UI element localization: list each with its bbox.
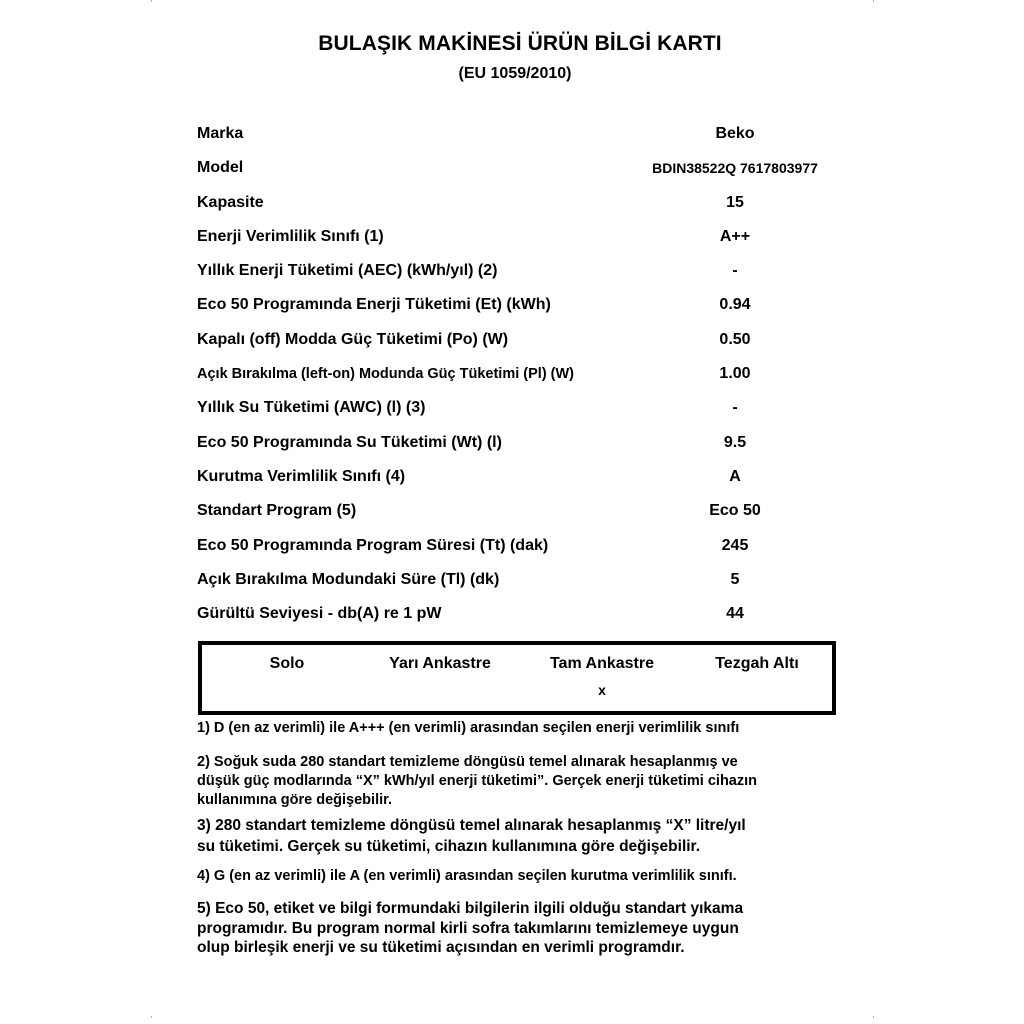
installation-selected-mark: x — [598, 682, 606, 698]
footnote-1 — [197, 719, 739, 738]
installation-type-box — [198, 641, 836, 715]
spec-value: 9.5 — [723, 433, 747, 451]
spec-value: Eco 50 — [709, 502, 761, 520]
spec-label: Marka — [197, 125, 244, 142]
spec-label: Yıllık Su Tüketimi (AWC) (l) (3) — [197, 399, 426, 417]
footnote-line: düşük güç modlarında “X” kWh/yıl enerji tüketimi”. Gerçek enerji tüketimi cihazın — [197, 773, 758, 789]
spec-label: Açık Bırakılma Modundaki Süre (Tl) (dk) — [197, 570, 500, 588]
spec-row-standard-program — [197, 498, 837, 532]
installation-type-semi-integrated: Yarı Ankastre — [389, 655, 491, 672]
spec-row-annual-water — [197, 395, 837, 429]
spec-row-brand — [197, 121, 837, 155]
footnote-line: 3) 280 standart temizleme döngüsü temel alınarak hesaplanmış “X” litre/yıl — [197, 817, 746, 834]
crop-mark-top-right: ˈ — [872, 0, 875, 8]
footnote-line: su tüketimi. Gerçek su tüketimi, cihazın kullanımına göre değişebilir. — [197, 838, 701, 855]
installation-type-fully-integrated: Tam Ankastre — [549, 655, 655, 672]
installation-type-under-counter: Tezgah Altı — [715, 655, 799, 672]
spec-row-program-duration — [197, 533, 837, 567]
spec-value: 1.00 — [719, 365, 751, 383]
spec-row-model — [197, 155, 837, 189]
footnote-line: programıdır. Bu program normal kirli sofra takımlarını temizlemeye uygun — [197, 919, 739, 937]
spec-value: 245 — [721, 536, 749, 554]
footnote-5 — [197, 899, 743, 958]
spec-row-annual-energy — [197, 258, 837, 292]
footnote-line: olup birleşik enerji ve su tüketimi açısından en verimli programdır. — [197, 939, 685, 956]
spec-label: Açık Bırakılma (left-on) Modunda Güç Tüketimi (Pl) (W) — [197, 366, 575, 383]
document-title: BULAŞIK MAKİNESİ ÜRÜN BİLGİ KARTI — [318, 32, 722, 55]
spec-row-left-on-duration — [197, 567, 837, 601]
spec-label: Eco 50 Programında Program Süresi (Tt) (dak) — [197, 536, 549, 554]
spec-table — [197, 121, 837, 635]
installation-type-solo: Solo — [269, 655, 305, 672]
spec-row-eco-water — [197, 430, 837, 464]
spec-row-left-on-power — [197, 361, 837, 395]
crop-mark-top-left: ˈ — [150, 0, 153, 8]
footnote-3 — [197, 815, 746, 857]
spec-value: 44 — [726, 605, 744, 623]
footnote-4 — [197, 867, 737, 886]
spec-label: Gürültü Seviyesi - db(A) re 1 pW — [197, 605, 442, 623]
footnote-line: kullanımına göre değişebilir. — [197, 792, 392, 808]
spec-label: Model — [197, 159, 244, 177]
spec-row-eco-energy — [197, 292, 837, 326]
spec-value: - — [732, 399, 738, 417]
spec-label: Kapalı (off) Modda Güç Tüketimi (Po) (W) — [197, 330, 509, 348]
crop-mark-bottom-right: ˈ — [872, 1015, 875, 1024]
spec-value: 0.50 — [719, 330, 751, 348]
spec-label: Eco 50 Programında Enerji Tüketimi (Et) (kWh) — [197, 296, 551, 314]
footnote-line: 2) Soğuk suda 280 standart temizleme döngüsü temel alınarak hesaplanmış ve — [197, 754, 738, 770]
spec-label: Standart Program (5) — [197, 502, 357, 520]
spec-label: Kurutma Verimlilik Sınıfı (4) — [197, 467, 406, 485]
spec-label: Yıllık Enerji Tüketimi (AEC) (kWh/yıl) (2) — [197, 262, 498, 280]
spec-value: A — [729, 467, 741, 485]
spec-label: Enerji Verimlilik Sınıfı (1) — [197, 227, 384, 245]
spec-value: - — [732, 262, 738, 280]
spec-value: 0.94 — [719, 296, 751, 314]
spec-value: BDIN38522Q 7617803977 — [652, 160, 818, 177]
spec-label: Eco 50 Programında Su Tüketimi (Wt) (l) — [197, 433, 502, 451]
spec-row-capacity — [197, 190, 837, 224]
spec-row-energy-class — [197, 224, 837, 258]
spec-row-noise-level — [197, 601, 837, 635]
spec-value: 5 — [730, 570, 740, 588]
spec-value: Beko — [715, 125, 755, 142]
regulation-reference: (EU 1059/2010) — [458, 65, 572, 82]
spec-value: A++ — [719, 227, 751, 245]
spec-label: Kapasite — [197, 193, 264, 211]
crop-mark-bottom-left: ˈ — [150, 1015, 153, 1024]
spec-row-drying-class — [197, 464, 837, 498]
footnote-line: 4) G (en az verimli) ile A (en verimli) arasından seçilen kurutma verimlilik sınıfı. — [197, 868, 737, 884]
footnote-line: 5) Eco 50, etiket ve bilgi formundaki bilgilerin ilgili olduğu standart yıkama — [197, 900, 744, 917]
footnote-line: 1) D (en az verimli) ile A+++ (en verimli) arasından seçilen enerji verimlilik sınıfı — [197, 720, 740, 736]
spec-row-off-power — [197, 327, 837, 361]
spec-value: 15 — [726, 193, 744, 211]
footnote-2 — [197, 753, 757, 810]
